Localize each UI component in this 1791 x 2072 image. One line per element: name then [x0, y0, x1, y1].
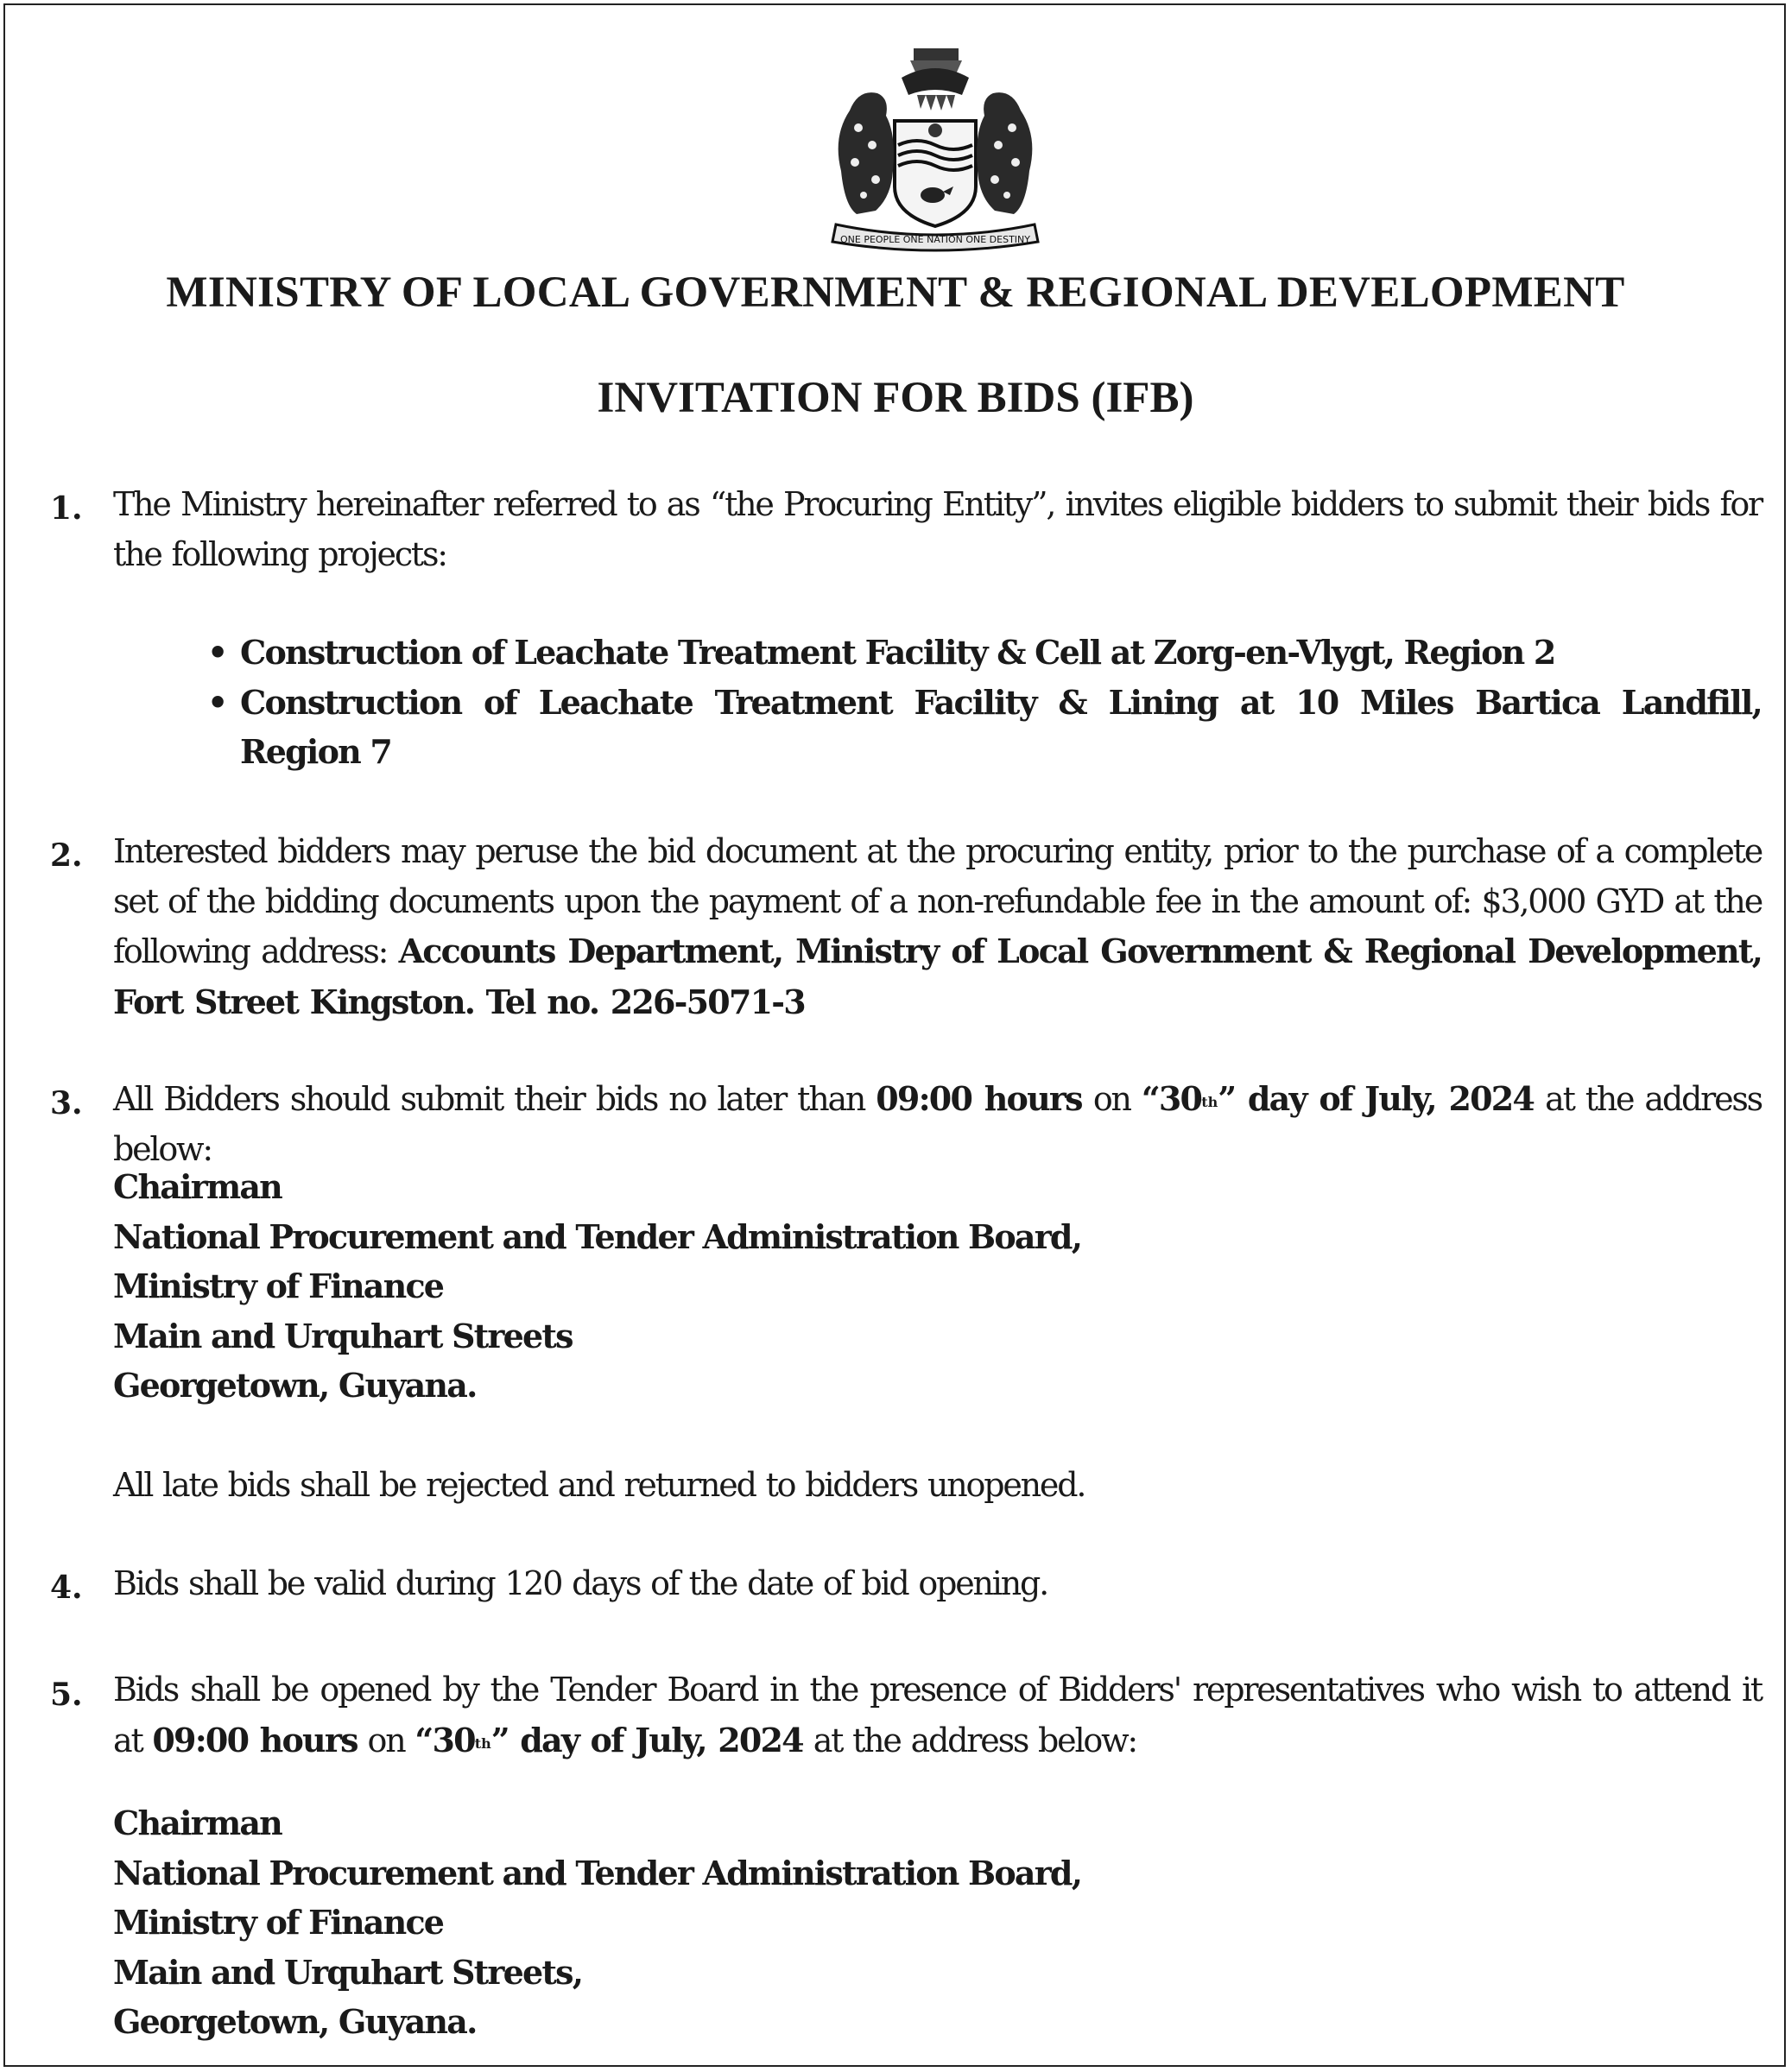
late-bids-note: All late bids shall be rejected and returned to bidders unopened.	[113, 1466, 1085, 1504]
project-item: • Construction of Leachate Treatment Facility & Lining at 10 Miles Bartica Landfill,	[207, 678, 1762, 728]
item-4-number: 4.	[50, 1570, 83, 1606]
item-4-text: Bids shall be valid during 120 days of the date of bid opening.	[113, 1564, 1048, 1602]
opening-time: 09:00 hours	[152, 1720, 358, 1759]
item-1-text: The Ministry hereinafter referred to as “the Procuring Entity”, invites eligible bidders to submit their bids for the following projects:	[113, 485, 1762, 573]
svg-text:ONE PEOPLE ONE NATION ONE DEST: ONE PEOPLE ONE NATION ONE DESTINY	[839, 234, 1031, 245]
project-item: • Construction of Leachate Treatment Facility & Cell at Zorg-en-Vlygt, Region 2	[207, 628, 1762, 678]
accounts-address: Accounts Department, Ministry of Local Government & Regional Development, Fort Street Kingston. Tel no. 226-5071-3	[113, 932, 1762, 1021]
submission-address: Chairman National Procurement and Tender Administration Board, Ministry of Finance Main and Urquhart Streets Georgetown, Guyana.	[113, 1167, 1082, 1405]
coat-of-arms-emblem	[824, 41, 1047, 257]
item-3-number: 3.	[50, 1085, 83, 1121]
deadline-time: 09:00 hours	[876, 1079, 1082, 1118]
deadline-date: “30th” day of July, 2024	[1141, 1079, 1535, 1118]
ministry-name: MINISTRY OF LOCAL GOVERNMENT & REGIONAL DEVELOPMENT	[166, 268, 1625, 317]
notice-title: INVITATION FOR BIDS (IFB)	[597, 374, 1194, 422]
item-3-text: All Bidders should submit their bids no later than 09:00 hours on “30th” day of July, 2024 at the address below:	[113, 1079, 1762, 1168]
item-2-number: 2.	[50, 837, 83, 874]
item-1-number: 1.	[50, 490, 83, 527]
project-item-continued: Region 7	[240, 732, 392, 771]
item-5-text: Bids shall be opened by the Tender Board in the presence of Bidders' representatives who wish to attend it at 09:00 hours on “30th” day of July, 2024 at the address below:	[113, 1671, 1762, 1759]
opening-date: “30th” day of July, 2024	[415, 1720, 803, 1759]
project-list	[207, 628, 1762, 777]
item-2-text: Interested bidders may peruse the bid document at the procuring entity, prior to the purchase of a complete set of the bidding documents upon the payment of a non-refundable fee in the amount of: $3,000 GYD at the following address: Accounts Department, Ministry of Local Government & Regional Development, Fort Street Kingston. Tel no. 226-5071-3	[113, 832, 1762, 1021]
opening-address: Chairman National Procurement and Tender Administration Board, Ministry of Finance Main and Urquhart Streets, Georgetown, Guyana.	[113, 1804, 1082, 2041]
item-5-number: 5.	[50, 1677, 83, 1713]
